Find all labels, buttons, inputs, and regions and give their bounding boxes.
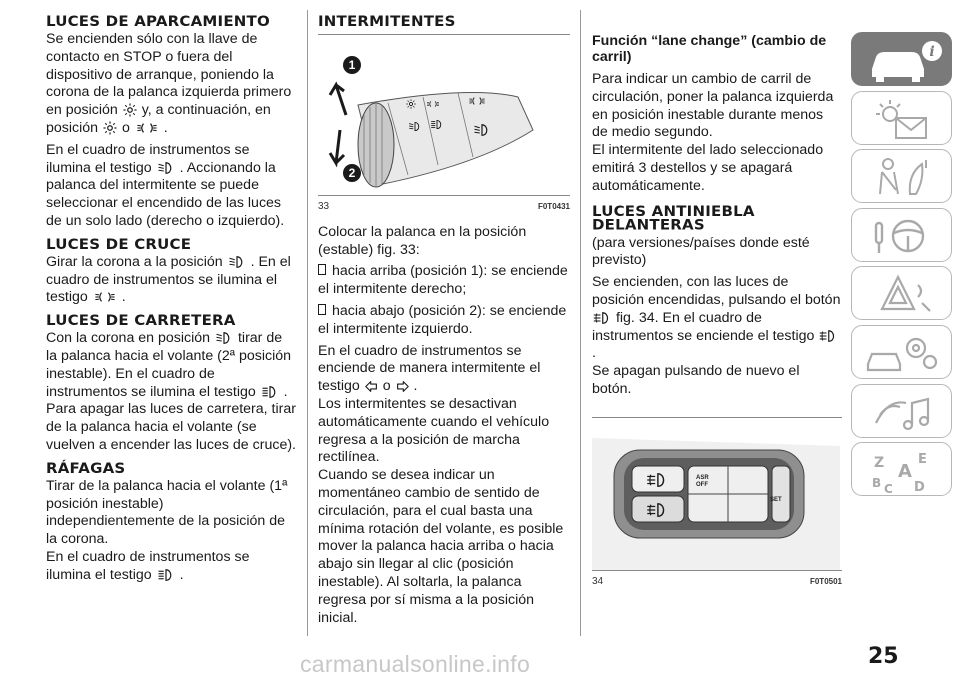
off-label: OFF bbox=[696, 481, 708, 488]
heading-lane-change: Función “lane change” (cambio de carril) bbox=[592, 33, 827, 65]
text-span: . bbox=[163, 119, 168, 136]
paragraph-carretera-2: Para apagar las luces de carretera, tirar de la palanca hacia el volante (se vuelven a encender las luces de cruce). bbox=[46, 401, 296, 453]
music-note-icon bbox=[852, 385, 952, 438]
paragraph-antiniebla-2: Se apagan pulsando de nuevo el botón. bbox=[592, 363, 800, 397]
high-beam-icon bbox=[261, 385, 279, 399]
text-span: hacia arriba (posición 1): se enciende el intermitente derecho; bbox=[318, 263, 568, 298]
svg-text:E: E bbox=[918, 452, 927, 468]
sidebar-tab-index[interactable] bbox=[851, 442, 952, 496]
column-divider-2 bbox=[580, 10, 581, 636]
text-span: Tirar de la palanca hacia el volante (1ª posición inestable) independientemente de la posición de la corona. bbox=[46, 477, 288, 548]
text-span: Para indicar un cambio de carril de circulación, poner la palanca izquierda en posición inestable durante menos de medio segundo. bbox=[592, 71, 834, 141]
list-item bbox=[318, 263, 570, 299]
page-number: 25 bbox=[868, 644, 899, 669]
paragraph-lane-1 bbox=[592, 71, 842, 196]
svg-text:B: B bbox=[872, 476, 882, 491]
paragraph-lane-2: El intermitente del lado seleccionado emitirá 3 destellos y se apagará automáticamente. bbox=[592, 142, 824, 194]
front-fog-icon bbox=[819, 329, 837, 343]
asr-label: ASR bbox=[696, 474, 709, 481]
callout-2: 2 bbox=[348, 166, 356, 180]
figure-33-caption bbox=[318, 198, 570, 216]
text-span: Girar la corona a la posición bbox=[46, 253, 223, 270]
sidebar-tab-safety[interactable] bbox=[851, 149, 952, 203]
low-beam-icon bbox=[215, 331, 233, 345]
text-span: tirar de la palanca hacia el volante (2ª posición inestable). En el cuadro de instrumentos se ilumina el testigo bbox=[46, 330, 292, 400]
callout-1: 1 bbox=[348, 58, 356, 72]
column-1 bbox=[46, 8, 296, 589]
text-span: Con la corona en posición bbox=[46, 330, 211, 347]
position-lights-icon bbox=[123, 103, 137, 117]
heading-luces-cruce: LUCES DE CRUCE bbox=[46, 235, 192, 253]
column-divider-1 bbox=[307, 10, 308, 636]
sidebar-tab-multimedia[interactable] bbox=[851, 384, 952, 438]
bullet-square-icon bbox=[318, 264, 326, 275]
text-span: fig. 34. En el cuadro de instrumentos se enciende el testigo bbox=[592, 309, 815, 344]
lights-envelope-icon bbox=[852, 92, 952, 145]
paragraph-aparcamiento-1 bbox=[46, 31, 296, 138]
svg-text:Z: Z bbox=[874, 455, 885, 472]
fog-switch-panel-illustration bbox=[592, 418, 840, 570]
paragraph-cruce bbox=[46, 254, 296, 307]
low-beam-icon bbox=[228, 255, 246, 269]
column-2 bbox=[318, 8, 570, 631]
text-span: o bbox=[121, 119, 130, 136]
seatbelt-airbag-icon bbox=[852, 150, 952, 203]
alphabet-index-icon bbox=[852, 443, 952, 496]
svg-text:C: C bbox=[884, 482, 893, 497]
steering-wheel-key-icon bbox=[852, 209, 952, 262]
heading-luces-antiniebla: LUCES ANTINIEBLA DELANTERAS bbox=[592, 202, 755, 233]
text-span: Se encienden, con las luces de posición encendidas, pulsando el botón bbox=[592, 274, 841, 308]
text-span: En el cuadro de instrumentos se ilumina el testigo bbox=[46, 548, 250, 583]
watermark-text: carmanualsonline.info bbox=[300, 651, 531, 677]
text-span: . bbox=[592, 345, 596, 362]
figure-33 bbox=[318, 34, 570, 196]
text-span: . En el cuadro de instrumentos se ilumina el testigo bbox=[46, 253, 291, 306]
text-span: Se encienden sólo con la llave de contacto en STOP o fuera del dispositivo de arranque, poniendo la corona de la palanca izquierda primero en posición bbox=[46, 31, 292, 119]
heading-rafagas: RÁFAGAS bbox=[46, 459, 126, 477]
svg-text:i: i bbox=[929, 44, 935, 60]
sidebar-tab-car-info[interactable] bbox=[851, 32, 952, 86]
text-span: o bbox=[382, 378, 391, 395]
column-3 bbox=[592, 8, 842, 599]
text-span: En el cuadro de instrumentos se ilumina el testigo bbox=[46, 141, 250, 176]
svg-text:D: D bbox=[914, 480, 925, 496]
paragraph-intermitentes-3: Los intermitentes se desactivan automáticamente cuando el vehículo regresa a la posición de marcha rectilínea. bbox=[318, 395, 550, 466]
text-span: y, a continuación, en posición bbox=[46, 102, 271, 136]
paragraph-aparcamiento-2 bbox=[46, 142, 296, 231]
svg-text:A: A bbox=[898, 461, 912, 483]
parking-lights-icon bbox=[93, 290, 117, 304]
heading-luces-carretera: LUCES DE CARRETERA bbox=[46, 311, 236, 329]
figure-34-caption bbox=[592, 573, 842, 591]
sidebar-tab-driving[interactable] bbox=[851, 208, 952, 262]
high-beam-icon bbox=[157, 568, 175, 582]
paragraph-antiniebla-1 bbox=[592, 274, 842, 399]
chapter-sidebar bbox=[851, 32, 952, 501]
paragraph-intermitentes-2 bbox=[318, 343, 570, 628]
list-item bbox=[318, 303, 570, 339]
paragraph-rafagas bbox=[46, 478, 296, 585]
paragraph-antiniebla-note: (para versiones/países donde esté previsto) bbox=[592, 234, 810, 269]
low-beam-icon bbox=[157, 161, 175, 175]
text-span: hacia abajo (posición 2): se enciende el intermitente izquierdo. bbox=[318, 302, 567, 337]
text-line bbox=[46, 549, 296, 585]
paragraph-intermitentes-1: Colocar la palanca en la posición (estable) fig. 33: bbox=[318, 223, 527, 258]
paragraph-intermitentes-4: Cuando se desea indicar un momentáneo cambio de sentido de circulación, para el cual basta una mínima rotación del volante, es posible mover la palanca hacia arriba o hacia abajo sin llegar al clic (posición inestable). Al soltarla, la palanca regresa por sí misma a la posición inicial. bbox=[318, 467, 564, 626]
paragraph-carretera-1 bbox=[46, 330, 296, 455]
text-span: . bbox=[283, 383, 288, 400]
car-gears-icon bbox=[852, 326, 952, 379]
car-info-icon bbox=[852, 33, 952, 86]
warning-triangle-icon bbox=[852, 267, 952, 320]
heading-luces-aparcamiento: LUCES DE APARCAMIENTO bbox=[46, 12, 270, 30]
heading-intermitentes: INTERMITENTES bbox=[318, 12, 456, 30]
sidebar-tab-maintenance[interactable] bbox=[851, 325, 952, 379]
sidebar-tab-lights-warnings[interactable] bbox=[851, 91, 952, 145]
figure-34 bbox=[592, 417, 842, 571]
right-turn-icon bbox=[396, 380, 409, 393]
figure-number: 33 bbox=[318, 201, 330, 212]
text-span: En el cuadro de instrumentos se enciende de manera intermitente el testigo bbox=[318, 342, 541, 395]
sidebar-tab-emergency[interactable] bbox=[851, 266, 952, 320]
figure-code: F0T0431 bbox=[537, 202, 570, 211]
parking-lights-icon bbox=[135, 121, 159, 135]
front-fog-icon bbox=[593, 311, 611, 325]
bullet-square-icon bbox=[318, 304, 326, 315]
text-span: . bbox=[413, 378, 418, 395]
text-span: . Accionando la palanca del intermitente se puede seleccionar el encendido de las luces de un solo lado (derecho o izquierdo). bbox=[46, 159, 285, 229]
position-lights-icon bbox=[103, 121, 117, 135]
turn-signal-stalk-illustration bbox=[318, 35, 570, 195]
figure-number: 34 bbox=[592, 575, 604, 587]
text-span: . bbox=[179, 566, 184, 583]
figure-code: F0T0501 bbox=[809, 576, 842, 586]
set-label: SET bbox=[770, 496, 782, 503]
text-span: . bbox=[121, 289, 126, 306]
left-turn-icon bbox=[365, 380, 378, 393]
